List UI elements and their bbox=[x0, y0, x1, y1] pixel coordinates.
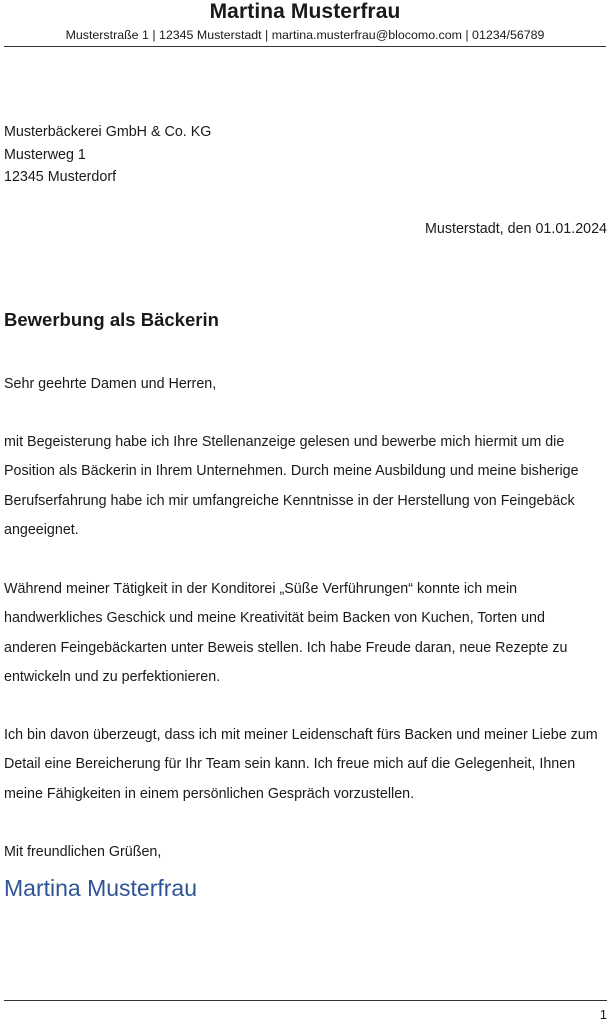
paragraph-line: meine Fähigkeiten in einem persönlichen Gespräch vorzustellen. bbox=[4, 785, 415, 802]
body-paragraph-1 bbox=[4, 428, 608, 545]
recipient-city: 12345 Musterdorf bbox=[4, 169, 117, 185]
recipient-company: Musterbäckerei GmbH & Co. KG bbox=[4, 124, 212, 140]
closing-phrase: Mit freundlichen Grüßen, bbox=[4, 844, 162, 860]
sender-contact-line: Musterstraße 1 | 12345 Musterstadt | martina.musterfrau@blocomo.com | 01234/56789 bbox=[65, 28, 545, 42]
letter-date: Musterstadt, den 01.01.2024 bbox=[424, 221, 607, 237]
recipient-address bbox=[4, 121, 211, 189]
paragraph-line: Während meiner Tätigkeit in der Konditorei „Süße Verführungen“ konnte ich mein bbox=[4, 581, 518, 597]
paragraph-line: Berufserfahrung habe ich mir umfangreiche Kenntnisse in der Herstellung von Feingebäck bbox=[4, 492, 575, 509]
paragraph-line: handwerkliches Geschick und meine Kreativität beim Backen von Kuchen, Torten und bbox=[4, 610, 545, 627]
header-divider bbox=[4, 46, 606, 47]
letter-subject: Bewerbung als Bäckerin bbox=[4, 309, 219, 330]
sender-name: Martina Musterfrau bbox=[209, 0, 401, 23]
body-paragraph-3 bbox=[4, 721, 608, 809]
page-number: 1 bbox=[599, 1007, 607, 1022]
paragraph-line: Ich bin davon überzeugt, dass ich mit meiner Leidenschaft fürs Backen und meiner Liebe zum bbox=[4, 727, 598, 743]
paragraph-line: mit Begeisterung habe ich Ihre Stellenanzeige gelesen und bewerbe mich hiermit um die bbox=[4, 434, 565, 450]
paragraph-line: angeeignet. bbox=[4, 521, 79, 538]
signature: Martina Musterfrau bbox=[4, 875, 198, 901]
salutation: Sehr geehrte Damen und Herren, bbox=[4, 376, 217, 392]
body-paragraph-2 bbox=[4, 575, 608, 692]
paragraph-line: entwickeln und zu perfektionieren. bbox=[4, 668, 221, 685]
footer-divider bbox=[4, 1000, 607, 1001]
paragraph-line: anderen Feingebäckarten unter Beweis stellen. Ich habe Freude daran, neue Rezepte zu bbox=[4, 639, 568, 656]
recipient-street: Musterweg 1 bbox=[4, 146, 86, 163]
paragraph-line: Detail eine Bereicherung für Ihr Team sein kann. Ich freue mich auf die Gelegenheit, Ihnen bbox=[4, 756, 576, 773]
letterhead bbox=[0, 0, 610, 43]
paragraph-line: Position als Bäckerin in Ihrem Unternehmen. Durch meine Ausbildung und meine bisherige bbox=[4, 463, 579, 480]
